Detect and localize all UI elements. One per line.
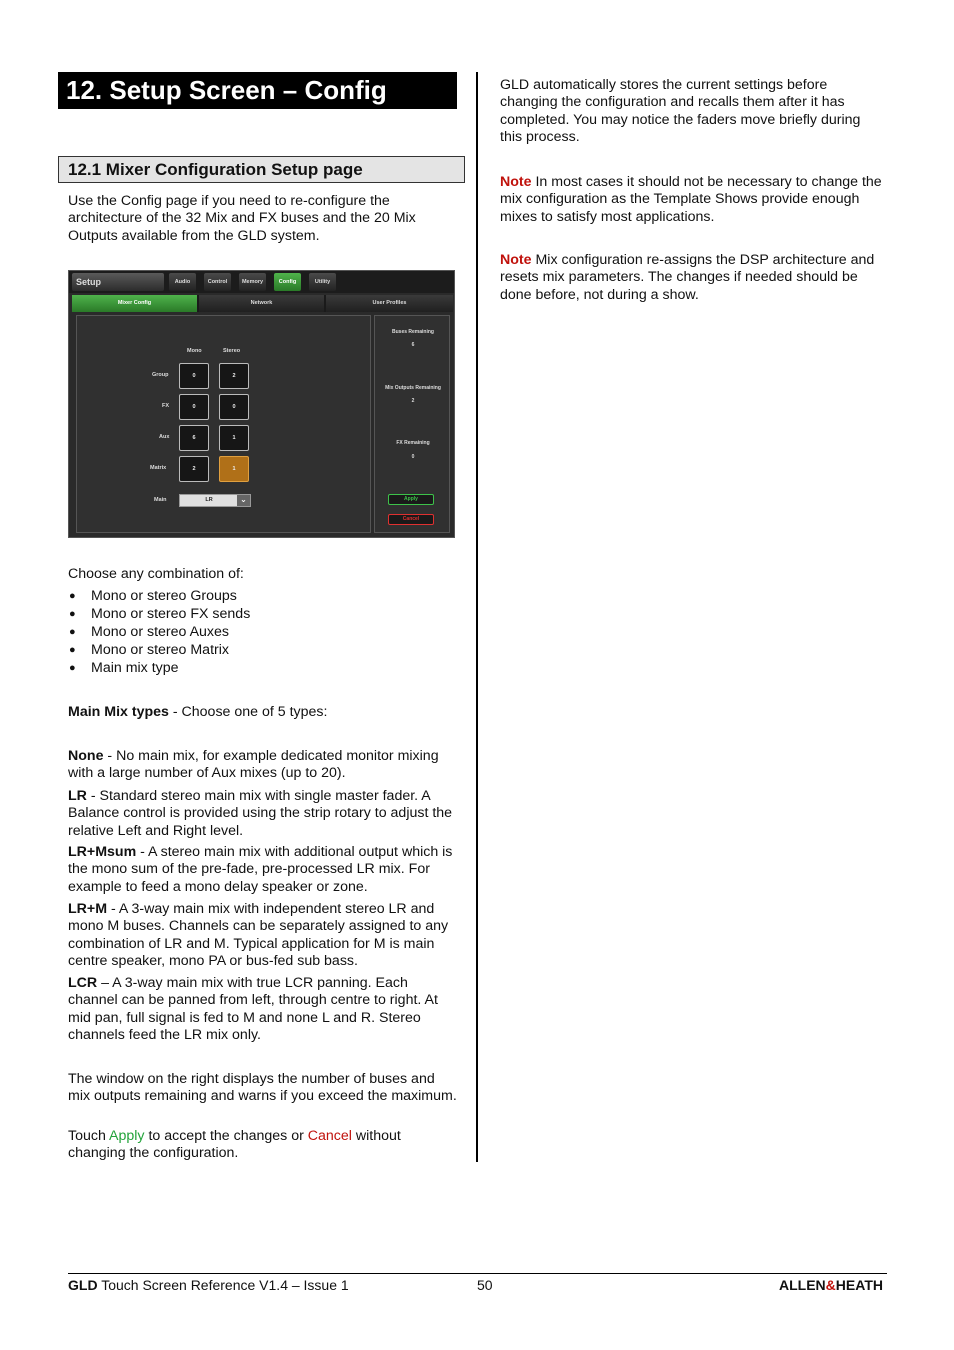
subtab-mixer-config[interactable]: Mixer Config [72,295,197,312]
cancel-button[interactable]: Cancel [388,514,434,525]
row-label-group: Group [152,372,169,378]
list-item: ● Mono or stereo Groups [69,588,237,604]
setup-title: Setup [72,273,164,291]
row-label-aux: Aux [159,434,170,440]
window-description: The window on the right displays the number of buses and mix outputs remaining and warns if you exceed the maximum. [68,1071,457,1105]
aux-stereo-field[interactable]: 1 [219,425,249,451]
buses-remaining-value: 6 [411,342,415,348]
chevron-down-icon: ⌄ [237,495,250,506]
row-label-matrix: Matrix [150,465,167,471]
footer-doc-title: GLD Touch Screen Reference V1.4 – Issue 1 [68,1277,349,1293]
fx-mono-field[interactable]: 0 [179,394,209,420]
buses-remaining-label: Buses Remaining [392,329,434,335]
column-header-mono: Mono [187,348,202,354]
mix-outputs-remaining-label: Mix Outputs Remaining [385,385,441,391]
type-lr-m: LR+M - A 3-way main mix with independent stereo LR and mono M buses. Channels can be separately assigned to any combination of LR and M. Typical application for M is main centre speaker, mono PA or bus-fed sub bass. [68,901,449,970]
row-label-fx: FX [162,403,170,409]
matrix-stereo-field[interactable]: 1 [219,456,249,482]
config-subtab-bar [72,295,453,312]
aux-mono-field[interactable]: 6 [179,425,209,451]
list-item: ● Mono or stereo Auxes [69,624,230,640]
list-item: ● Mono or stereo FX sends [69,606,251,622]
choose-text: Choose any combination of: [68,566,244,582]
type-lr-msum: LR+Msum - A stereo main mix with additional output which is the mono sum of the pre-fade, pre-processed LR mix. For example to feed a mono delay speaker or zone. [68,844,453,895]
option-list [68,587,460,677]
mix-outputs-remaining-value: 2 [411,398,415,404]
page-number: 50 [477,1277,493,1293]
section-heading: 12.1 Mixer Configuration Setup page [58,156,465,183]
column-header-stereo: Stereo [223,348,241,354]
mixer-config-screenshot [68,270,455,538]
main-mix-types-heading: Main Mix types - Choose one of 5 types: [68,704,328,720]
auto-store-paragraph: GLD automatically stores the current settings before changing the configuration and recalls them after it has completed. You may notice the faders move briefly during this process. [500,77,861,146]
subtab-network[interactable]: Network [199,295,324,312]
fx-remaining-value: 0 [411,454,415,460]
note-1: Note In most cases it should not be necessary to change the mix configuration as the Template Shows provide enough mixes to satisfy most applications. [500,174,882,225]
type-none: None - No main mix, for example dedicated monitor mixing with a large number of Aux mixes (up to 20). [68,748,439,782]
type-lr: LR - Standard stereo main mix with single master fader. A Balance control is provided using the strip rotary to adjust the relative Left and Right level. [68,788,453,839]
main-type-value: LR [205,497,213,503]
tab-memory[interactable]: Memory [239,273,266,291]
fx-stereo-field[interactable]: 0 [219,394,249,420]
tab-audio[interactable]: Audio [169,273,196,291]
column-divider [476,72,478,1162]
note-2: Note Mix configuration re-assigns the DSP architecture and resets mix parameters. The changes if needed should be done before, not during a show. [500,252,875,303]
group-mono-field[interactable]: 0 [179,363,209,389]
row-label-main: Main [154,497,167,503]
setup-top-bar [69,271,455,293]
remaining-panel [374,315,450,533]
type-lcr: LCR – A 3-way main mix with true LCR panning. Each channel can be panned from left, through centre to right. At mid pan, full signal is fed to M and none L and R. Stereo channels feed the LR mix only. [68,975,438,1044]
list-item: ● Mono or stereo Matrix [69,642,229,658]
brand-logo: ALLEN&HEATH [779,1277,883,1293]
list-item: ● Main mix type [69,660,179,676]
touch-instruction: Touch Apply to accept the changes or Cancel without changing the configuration. [68,1128,401,1162]
mix-config-panel [76,315,371,533]
apply-button[interactable]: Apply [388,494,434,505]
footer-rule [68,1273,887,1274]
page-title: 12. Setup Screen – Config [58,72,457,109]
group-stereo-field[interactable]: 2 [219,363,249,389]
intro-paragraph: Use the Config page if you need to re-configure the architecture of the 32 Mix and FX buses and the 20 Mix Outputs available from the GLD system. [68,193,416,244]
subtab-user-profiles[interactable]: User Profiles [326,295,453,312]
fx-remaining-label: FX Remaining [396,440,430,446]
tab-utility[interactable]: Utility [309,273,336,291]
matrix-mono-field[interactable]: 2 [179,456,209,482]
tab-control[interactable]: Control [204,273,231,291]
tab-config[interactable]: Config [274,273,301,291]
main-type-dropdown[interactable] [179,494,251,507]
